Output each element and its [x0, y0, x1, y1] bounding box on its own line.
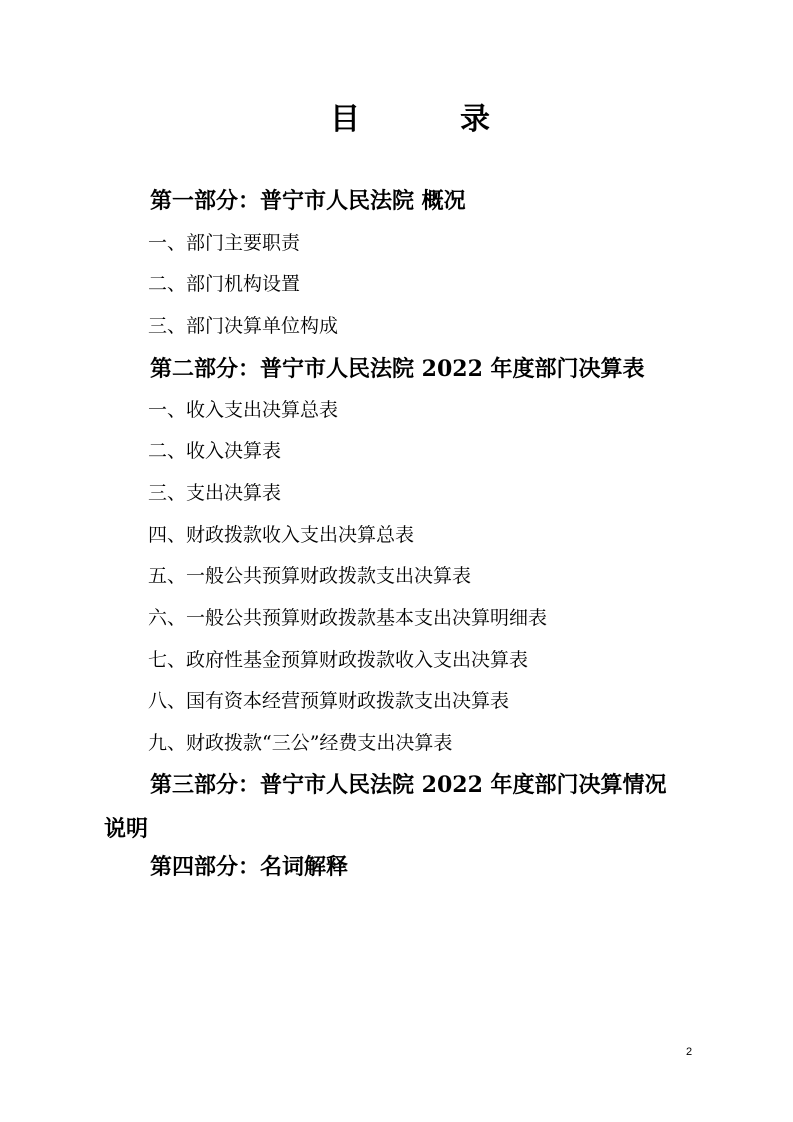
part2-heading: 第二部分：普宁市人民法院 2022 年度部门决算表 — [150, 356, 645, 382]
part2-item-4: 四、财政拨款收入支出决算总表 — [148, 524, 415, 546]
toc-title-char-1: 目 — [330, 102, 360, 137]
part4-heading: 第四部分：名词解释 — [150, 854, 349, 880]
part2-item-6: 六、一般公共预算财政拨款基本支出决算明细表 — [148, 607, 548, 629]
part1-item-3: 三、部门决算单位构成 — [148, 315, 339, 337]
part1-item-2: 二、部门机构设置 — [148, 273, 301, 295]
part3-heading-line1: 第三部分：普宁市人民法院 2022 年度部门决算情况 — [150, 772, 667, 798]
toc-title-char-2: 录 — [460, 102, 490, 137]
page-number: 2 — [686, 1046, 693, 1058]
part1-item-1: 一、部门主要职责 — [148, 232, 301, 254]
part2-item-9: 九、财政拨款“三公”经费支出决算表 — [148, 732, 453, 754]
part2-item-8: 八、国有资本经营预算财政拨款支出决算表 — [148, 690, 510, 712]
part2-item-7: 七、政府性基金预算财政拨款收入支出决算表 — [148, 649, 529, 671]
part2-item-1: 一、收入支出决算总表 — [148, 399, 339, 421]
part2-item-5: 五、一般公共预算财政拨款支出决算表 — [148, 565, 472, 587]
toc-title — [0, 98, 793, 142]
part3-heading-line2: 说明 — [104, 816, 149, 842]
part1-heading: 第一部分：普宁市人民法院 概况 — [150, 188, 466, 214]
part2-item-3: 三、支出决算表 — [148, 482, 282, 504]
part2-item-2: 二、收入决算表 — [148, 440, 282, 462]
